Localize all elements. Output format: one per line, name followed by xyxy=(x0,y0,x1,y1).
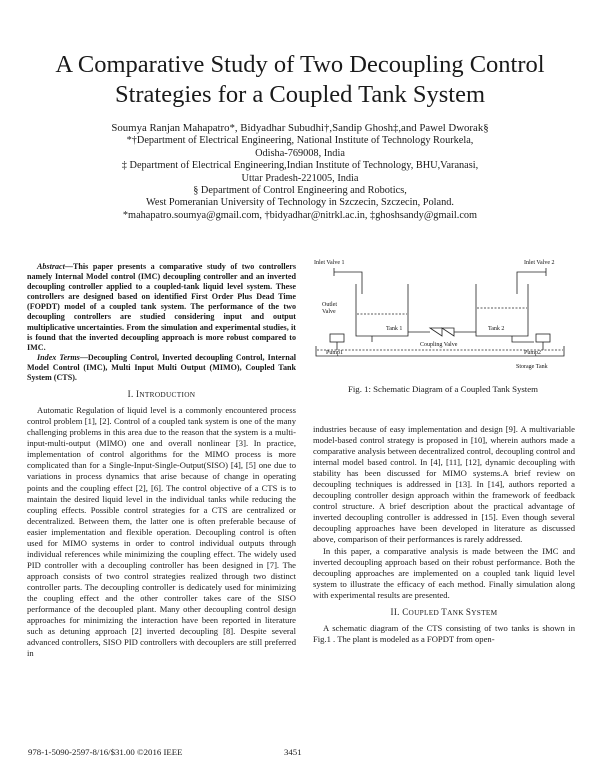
label-pump-1: Pump1 xyxy=(326,350,344,356)
label-coupling-valve: Coupling Valve xyxy=(420,342,458,348)
inlet-pipe-2 xyxy=(517,272,546,294)
body-paragraph: In this paper, a comparative analysis is made between the IMC and inverted decoupling approach based on their robust performance. Both the decoupling approaches are implemented on a coupled tank liquid level system to illustrate the efficacy of each method. Finally simulation along with experimental results are presented. xyxy=(313,545,575,600)
index-terms-text: Decoupling Control, Inverted decoupling Control, Internal Model Control (IMC), Multi Input Multi Output (MIMO), Coupled Tank System (CTS). xyxy=(27,352,297,383)
coupling-valve-symbol xyxy=(430,328,454,336)
inlet-pipe-1 xyxy=(334,272,362,294)
outlet-pipe-2 xyxy=(512,336,534,342)
label-outlet: Outlet xyxy=(322,302,337,308)
copyright-footer: 978-1-5090-2597-8/16/$31.00 ©2016 IEEE xyxy=(28,747,183,757)
author-block xyxy=(40,122,560,222)
section-heading-coupled-tank-system: II. COUPLED TANK SYSTEM xyxy=(390,606,498,617)
abstract-text: This paper presents a comparative study of two controllers namely Internal Model control (IMC) decoupling controller and an inverted decoupling controller applied to a coupled-tank liquid level system. These controllers are designed based on identified First Order Plus Dead Time (FOPDT) model of a coupled tank system. The performance of the two decoupling controllers are studied considering input and output multiplicative uncertainties. From the simulation and experimental studies, it is found that the inverted decoupling approach is more robust compared to IMC. xyxy=(27,262,296,352)
affiliation-line: Odisha-769008, India xyxy=(255,147,345,159)
label-tank-1: Tank 1 xyxy=(386,326,403,332)
title-line-2: Strategies for a Coupled Tank System xyxy=(114,81,486,108)
label-tank-2: Tank 2 xyxy=(488,326,505,332)
body-paragraph: industries because of easy implementation and design [9]. A multivariable model-based control strategy is proposed in [10], wherein authors made a comparative analysis between decentralized control, decoupling control and internal model based control. In [4], [11], [12], dynamic decoupling with stability has been discussed for MIMO systems.A brief review on decoupling techniques is addressed in [13]. In [14], authors reported a decoupling controller design approach within the framework of feedback control structure. A brief description about the practical advantage of inverted decoupling controller is addressed in [15]. Even though several decoupling approaches have been developed in literature as discussed above, comparison of their performances is rarely addressed. xyxy=(313,424,575,545)
title-line-1: A Comparative Study of Two Decoupling Control xyxy=(55,51,545,78)
coupled-tank-schematic xyxy=(312,254,572,374)
abstract xyxy=(27,262,296,353)
label-pump-2: Pump2 xyxy=(524,350,542,356)
pump-2-icon xyxy=(536,334,550,342)
left-column xyxy=(27,262,296,659)
index-terms-label: Index Terms— xyxy=(37,352,88,362)
index-terms xyxy=(27,353,296,383)
affiliation-line: West Pomeranian University of Technology in Szczecin, Szczecin, Poland. xyxy=(146,197,454,209)
paper-title xyxy=(20,50,580,110)
affiliation-line: § Department of Control Engineering and Robotics, xyxy=(193,185,407,197)
author-emails: *mahapatro.soumya@gmail.com, †bidyadhar@nitrkl.ac.in, ‡ghoshsandy@gmail.com xyxy=(122,209,478,221)
figure-caption: Fig. 1: Schematic Diagram of a Coupled Tank System xyxy=(347,384,539,394)
affiliation-line: ‡ Department of Electrical Engineering,Indian Institute of Technology, BHU,Varanasi, xyxy=(121,160,479,172)
body-paragraph: A schematic diagram of the CTS consisting of two tanks is shown in Fig.1 . The plant is modeled as a FOPDT from open- xyxy=(313,622,575,644)
intro-paragraph: Automatic Regulation of liquid level is a commonly encountered process control problem [1], [2]. Control of a coupled tank system is one of the many challenging problems in this area due to the reason that the system is a multi-input-multi-output (MIMO) one and overall nonlinear [3]. In practice, implementation of control algorithms for the MIMO process is more complicated than for a Single-Input-Single-Output(SISO) [4], [5] one due to variations in process dynamics that arise because of change in operating points and the coupling effect [2], [6]. The control objective of a CTS is to maintain the desired liquid level in the individual tanks while reducing the coupling effects. Possible control strategies for a CTS are centralized or decentralized. Between them, the latter one is often preferable because of easier implementation and flexible operation. Decoupling control is often used for MIMO systems in order to control individual outputs through individual references while minimizing the coupling effect. The widely used PID controller with a decoupling controller has been designed in [7]. The approach consists of two control strategies realized through two distinct controller parts. The decoupling controller is dedicately used for minimizing the coupling effect and the other controller takes care of the SISO performance of the decoupled plant. Many other decoupling control design approaches for minimizing the interaction have been reported in literature such as detuning approach [2] inverted decoupling [8]. Despite several advanced controllers, SISO PID controllers with decouplers are still preferred in xyxy=(27,405,296,659)
author-names: Soumya Ranjan Mahapatro*, Bidyadhar Subudhi†,Sandip Ghosh‡,and Pawel Dworak§ xyxy=(111,122,489,134)
page-number: 3451 xyxy=(284,747,302,757)
affiliation-line: Uttar Pradesh-221005, India xyxy=(241,172,359,184)
affiliation-line: *†Department of Electrical Engineering, National Institute of Technology Rourkela, xyxy=(126,135,474,147)
pump-1-icon xyxy=(330,334,344,342)
abstract-label: Abstract— xyxy=(37,262,73,271)
right-column xyxy=(313,424,575,645)
section-heading-introduction: I. INTRODUCTION xyxy=(127,389,196,400)
label-inlet-valve-1: Inlet Valve 1 xyxy=(314,260,345,266)
label-storage-tank: Storage Tank xyxy=(516,364,548,370)
label-valve: Valve xyxy=(322,309,336,315)
label-inlet-valve-2: Inlet Valve 2 xyxy=(524,260,555,266)
